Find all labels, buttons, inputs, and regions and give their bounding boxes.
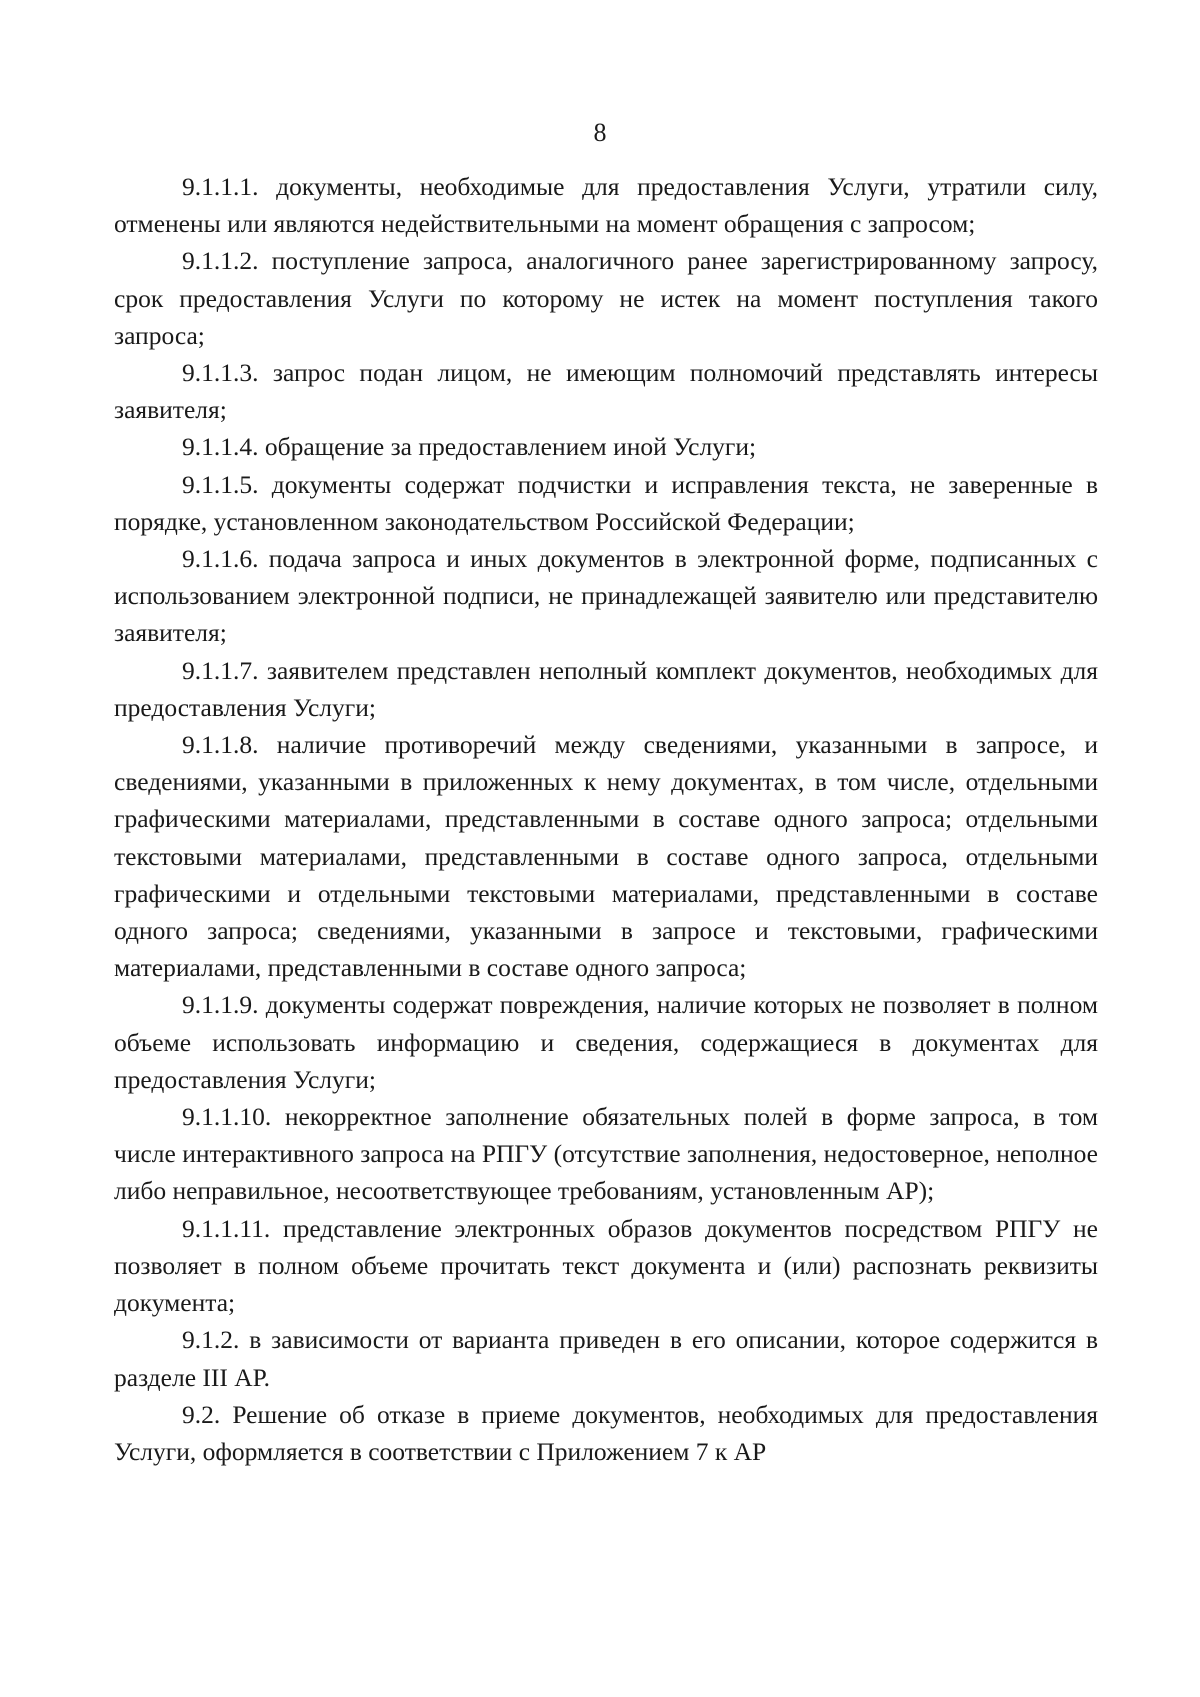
paragraph-9-1-2: 9.1.2. в зависимости от варианта приведен в его описании, которое содержится в разделе III АР. — [114, 1325, 1098, 1392]
paragraph-9-1-1-2: 9.1.1.2. поступление запроса, аналогичного ранее зарегистрированному запросу, срок предоставления Услуги по которому не истек на момент поступления такого запроса; — [114, 246, 1098, 350]
paragraph-9-1-1-6: 9.1.1.6. подача запроса и иных документов в электронной форме, подписанных с использованием электронной подписи, не принадлежащей заявителю или представителю заявителя; — [114, 544, 1098, 648]
paragraph-9-1-1-5: 9.1.1.5. документы содержат подчистки и исправления текста, не заверенные в порядке, установленном законодательством Российской Федерации; — [114, 469, 1098, 536]
paragraph-9-1-1-4: 9.1.1.4. обращение за предоставлением иной Услуги; — [182, 432, 757, 462]
page-number: 8 — [593, 118, 607, 147]
paragraph-9-2: 9.2. Решение об отказе в приеме документов, необходимых для предоставления Услуги, оформляется в соответствии с Приложением 7 к АР — [114, 1399, 1098, 1466]
paragraph-9-1-1-8: 9.1.1.8. наличие противоречий между сведениями, указанными в запросе, и сведениями, указанными в приложенных к нему документах, в том числе, отдельными графическими материалами, представленными в составе одного запроса; отдельными текстовыми материалами, представленными в составе одного запроса, отдельными графическими и отдельными текстовыми материалами, представленными в составе одного запроса; сведениями, указанными в запросе и текстовыми, графическими материалами, представленными в составе одного запроса; — [114, 730, 1098, 983]
paragraph-9-1-1-3: 9.1.1.3. запрос подан лицом, не имеющим полномочий представлять интересы заявителя; — [114, 358, 1098, 425]
paragraph-9-1-1-7: 9.1.1.7. заявителем представлен неполный комплект документов, необходимых для предоставления Услуги; — [114, 655, 1098, 722]
paragraph-9-1-1-11: 9.1.1.11. представление электронных образов документов посредством РПГУ не позволяет в полном объеме прочитать текст документа и (или) распознать реквизиты документа; — [114, 1213, 1098, 1318]
paragraph-9-1-1-1: 9.1.1.1. документы, необходимые для предоставления Услуги, утратили силу, отменены или являются недействительными на момент обращения с запросом; — [114, 172, 1098, 239]
paragraph-9-1-1-10: 9.1.1.10. некорректное заполнение обязательных полей в форме запроса, в том числе интерактивного запроса на РПГУ (отсутствие заполнения, недостоверное, неполное либо неправильное, несоответствующее требованиям, установленным АР); — [114, 1102, 1098, 1206]
document-body — [114, 168, 1098, 1470]
paragraph-9-1-1-9: 9.1.1.9. документы содержат повреждения, наличие которых не позволяет в полном объеме использовать информацию и сведения, содержащиеся в документах для предоставления Услуги; — [114, 990, 1098, 1094]
